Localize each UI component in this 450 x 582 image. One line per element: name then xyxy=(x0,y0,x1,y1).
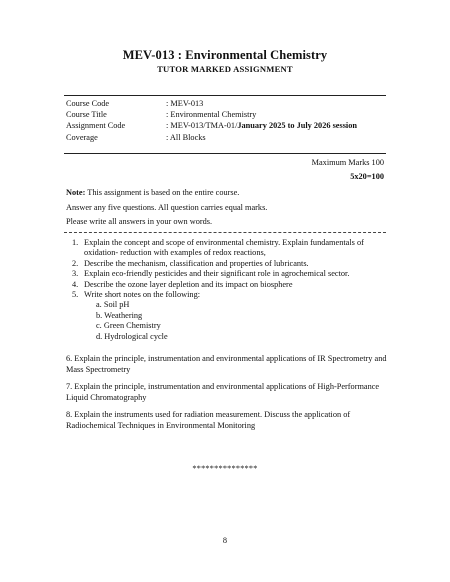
info-label: Coverage xyxy=(66,132,98,142)
session-text: January 2025 to July 2026 session xyxy=(237,121,358,131)
sub-item: a. Soil pH xyxy=(96,300,130,310)
document-title: MEV-013 : Environmental Chemistry xyxy=(122,48,328,62)
top-divider xyxy=(64,95,386,96)
instruction-line: Please write all answers in your own words. xyxy=(66,217,213,226)
info-value: : All Blocks xyxy=(166,132,206,142)
maximum-marks: Maximum Marks 100 xyxy=(311,158,384,167)
question-list xyxy=(72,238,390,342)
note-text: This assignment is based on the entire course. xyxy=(85,188,240,197)
info-label: Course Code xyxy=(66,99,110,108)
info-value: : MEV-013 xyxy=(166,99,204,108)
info-value: : Environmental Chemistry xyxy=(166,110,257,120)
info-label: Assignment Code xyxy=(66,121,126,131)
marks-distribution: 5x20=100 xyxy=(350,172,384,181)
sub-item: d. Hydrological cycle xyxy=(96,331,168,341)
question-item: 5. Write short notes on the following: a. Soil pH b. Weathering c. Green Chemistry d. Hydrological cycle xyxy=(72,290,390,342)
question-item: 4. Describe the ozone layer depletion and its impact on biosphere xyxy=(72,279,293,289)
sub-item: b. Weathering xyxy=(96,310,143,320)
info-divider xyxy=(64,153,386,154)
question-paragraph: 7. Explain the principle, instrumentation and environmental applications of High-Performance Liquid Chromatography xyxy=(66,382,380,402)
question-paragraph: 6. Explain the principle, instrumentation and environmental applications of IR Spectrometry and Mass Spectrometry xyxy=(66,354,387,374)
info-value: : MEV-013/TMA-01/January 2025 to July 2026 session xyxy=(166,121,358,131)
note-line xyxy=(66,188,239,197)
instruction-line: Answer any five questions. All question carries equal marks. xyxy=(66,203,268,212)
question-item: 3. Explain eco-friendly pesticides and their significant role in agrochemical sector. xyxy=(72,269,350,279)
note-label: Note: xyxy=(66,188,86,197)
dashed-divider xyxy=(64,232,386,233)
question-paragraph: 8. Explain the instruments used for radiation measurement. Discuss the application of Radiochemical Techniques in Environmental Monitoring xyxy=(66,410,351,430)
sub-item: c. Green Chemistry xyxy=(96,321,161,331)
end-stars: *************** xyxy=(192,464,258,473)
question-item: 1. Explain the concept and scope of environmental chemistry. Explain fundamentals of oxidation- reduction with examples of redox reactions, xyxy=(72,238,364,258)
question-item: 2. Describe the mechanism, classification and properties of lubricants. xyxy=(72,258,309,268)
info-label: Course Title xyxy=(66,110,107,120)
page-number: 8 xyxy=(222,536,228,545)
document-subtitle: TUTOR MARKED ASSIGNMENT xyxy=(157,64,293,74)
